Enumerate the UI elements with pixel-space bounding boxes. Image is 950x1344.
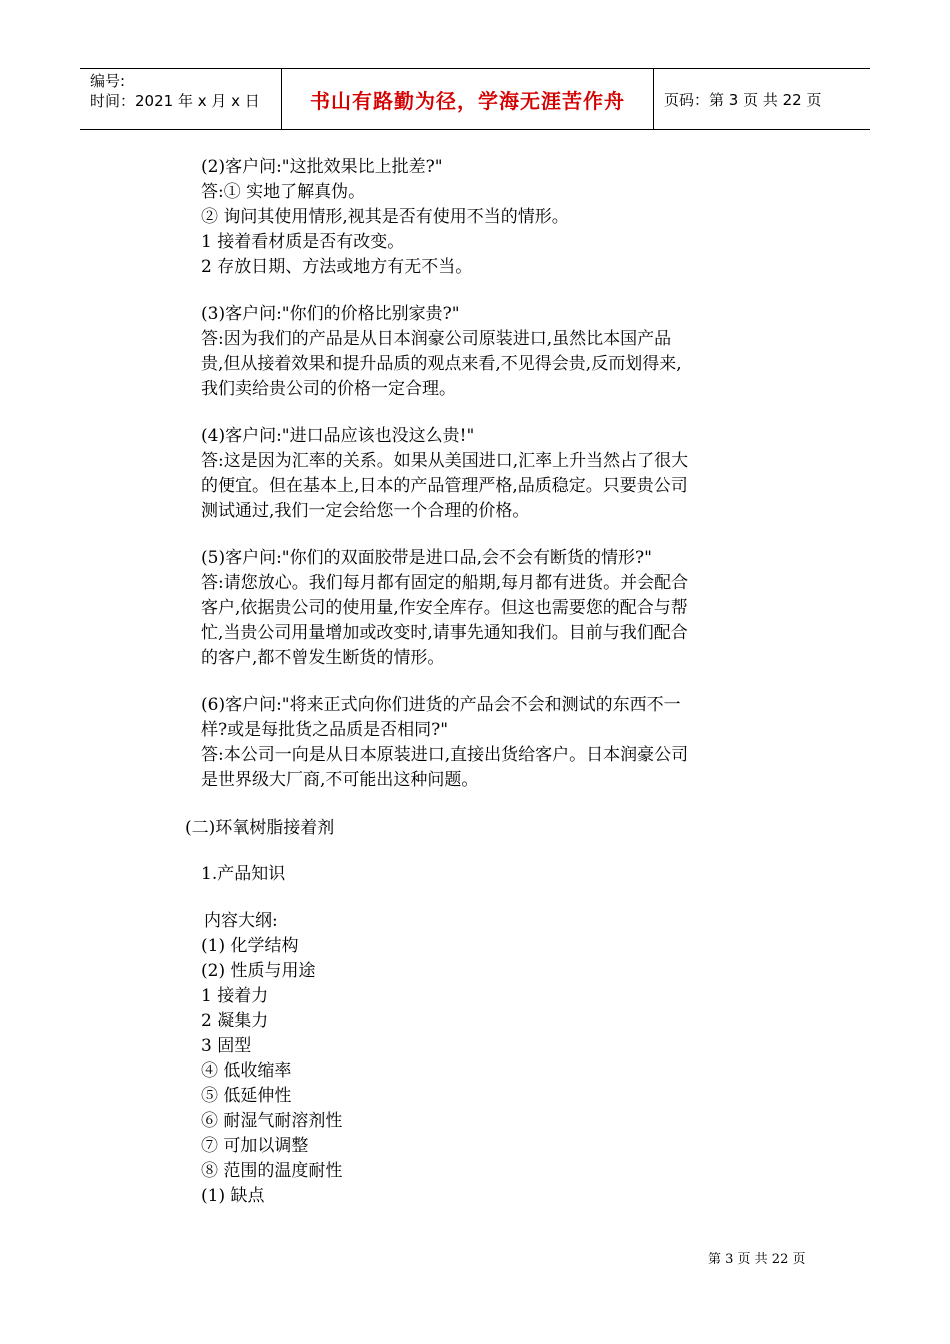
qa-line: ② 询问其使用情形,视其是否有使用不当的情形。: [201, 207, 569, 227]
qa-line: 是世界级大厂商,不可能出这种问题。: [201, 770, 479, 790]
outline-heading: 内容大纲:: [204, 911, 278, 931]
page-footer: 第 3 页 共 22 页: [708, 1252, 806, 1267]
qa-line: (3)客户问:"你们的价格比别家贵?": [201, 304, 460, 324]
outline-item: 2 凝集力: [201, 1011, 269, 1031]
qa-line: 的客户,都不曾发生断货的情形。: [201, 648, 445, 668]
outline-item: (1) 缺点: [201, 1186, 265, 1206]
qa-line: 我们卖给贵公司的价格一定合理。: [201, 379, 456, 399]
outline-item: 1 接着力: [201, 986, 269, 1006]
outline-item: ④ 低收缩率: [201, 1061, 292, 1081]
outline-item: ⑧ 范围的温度耐性: [201, 1161, 343, 1181]
qa-line: 1 接着看材质是否有改变。: [201, 232, 405, 252]
header-page-number: 页码：第 3 页 共 22 页: [664, 90, 822, 109]
outline-item: ⑥ 耐湿气耐溶剂性: [201, 1111, 343, 1131]
qa-line: (4)客户问:"进口品应该也没这么贵!": [201, 426, 475, 446]
header-motto: 书山有路勤为径，学海无涯苦作舟: [282, 69, 654, 129]
qa-line: (6)客户问:"将来正式向你们进货的产品会不会和测试的东西不一: [201, 695, 681, 715]
qa-line: 的便宜。但在基本上,日本的产品管理严格,品质稳定。只要贵公司: [201, 476, 688, 496]
page-header: [80, 68, 870, 130]
document-number-label: 编号:: [90, 72, 126, 90]
qa-line: 贵,但从接着效果和提升品质的观点来看,不见得会贵,反而划得来,: [201, 354, 682, 374]
qa-line: 测试通过,我们一定会给您一个合理的价格。: [201, 501, 530, 521]
document-date: 时间：2021 年 x 月 x 日: [90, 92, 260, 110]
qa-line: 样?或是每批货之品质是否相同?": [201, 720, 449, 740]
qa-line: 2 存放日期、方法或地方有无不当。: [201, 257, 473, 277]
qa-line: (2)客户问:"这批效果比上批差?": [201, 157, 443, 177]
qa-line: 答:请您放心。我们每月都有固定的船期,每月都有进货。并会配合: [201, 573, 689, 593]
outline-item: (2) 性质与用途: [201, 961, 316, 981]
qa-line: 忙,当贵公司用量增加或改变时,请事先通知我们。目前与我们配合: [201, 623, 688, 643]
subsection-heading: 1.产品知识: [201, 864, 286, 884]
qa-line: (5)客户问:"你们的双面胶带是进口品,会不会有断货的情形?": [201, 548, 652, 568]
outline-item: 3 固型: [201, 1036, 252, 1056]
qa-line: 答:这是因为汇率的关系。如果从美国进口,汇率上升当然占了很大: [201, 451, 689, 471]
outline-item: ⑤ 低延伸性: [201, 1086, 292, 1106]
qa-line: 答:① 实地了解真伪。: [201, 182, 366, 202]
qa-line: 答:因为我们的产品是从日本润豪公司原装进口,虽然比本国产品: [201, 329, 672, 349]
qa-line: 答:本公司一向是从日本原装进口,直接出货给客户。日本润豪公司: [201, 745, 689, 765]
section-heading: (二)环氧树脂接着剂: [185, 818, 335, 838]
outline-item: ⑦ 可加以调整: [201, 1136, 309, 1156]
qa-line: 客户,依据贵公司的使用量,作安全库存。但这也需要您的配合与帮: [201, 598, 688, 618]
outline-item: (1) 化学结构: [201, 936, 299, 956]
header-meta: [80, 69, 282, 129]
